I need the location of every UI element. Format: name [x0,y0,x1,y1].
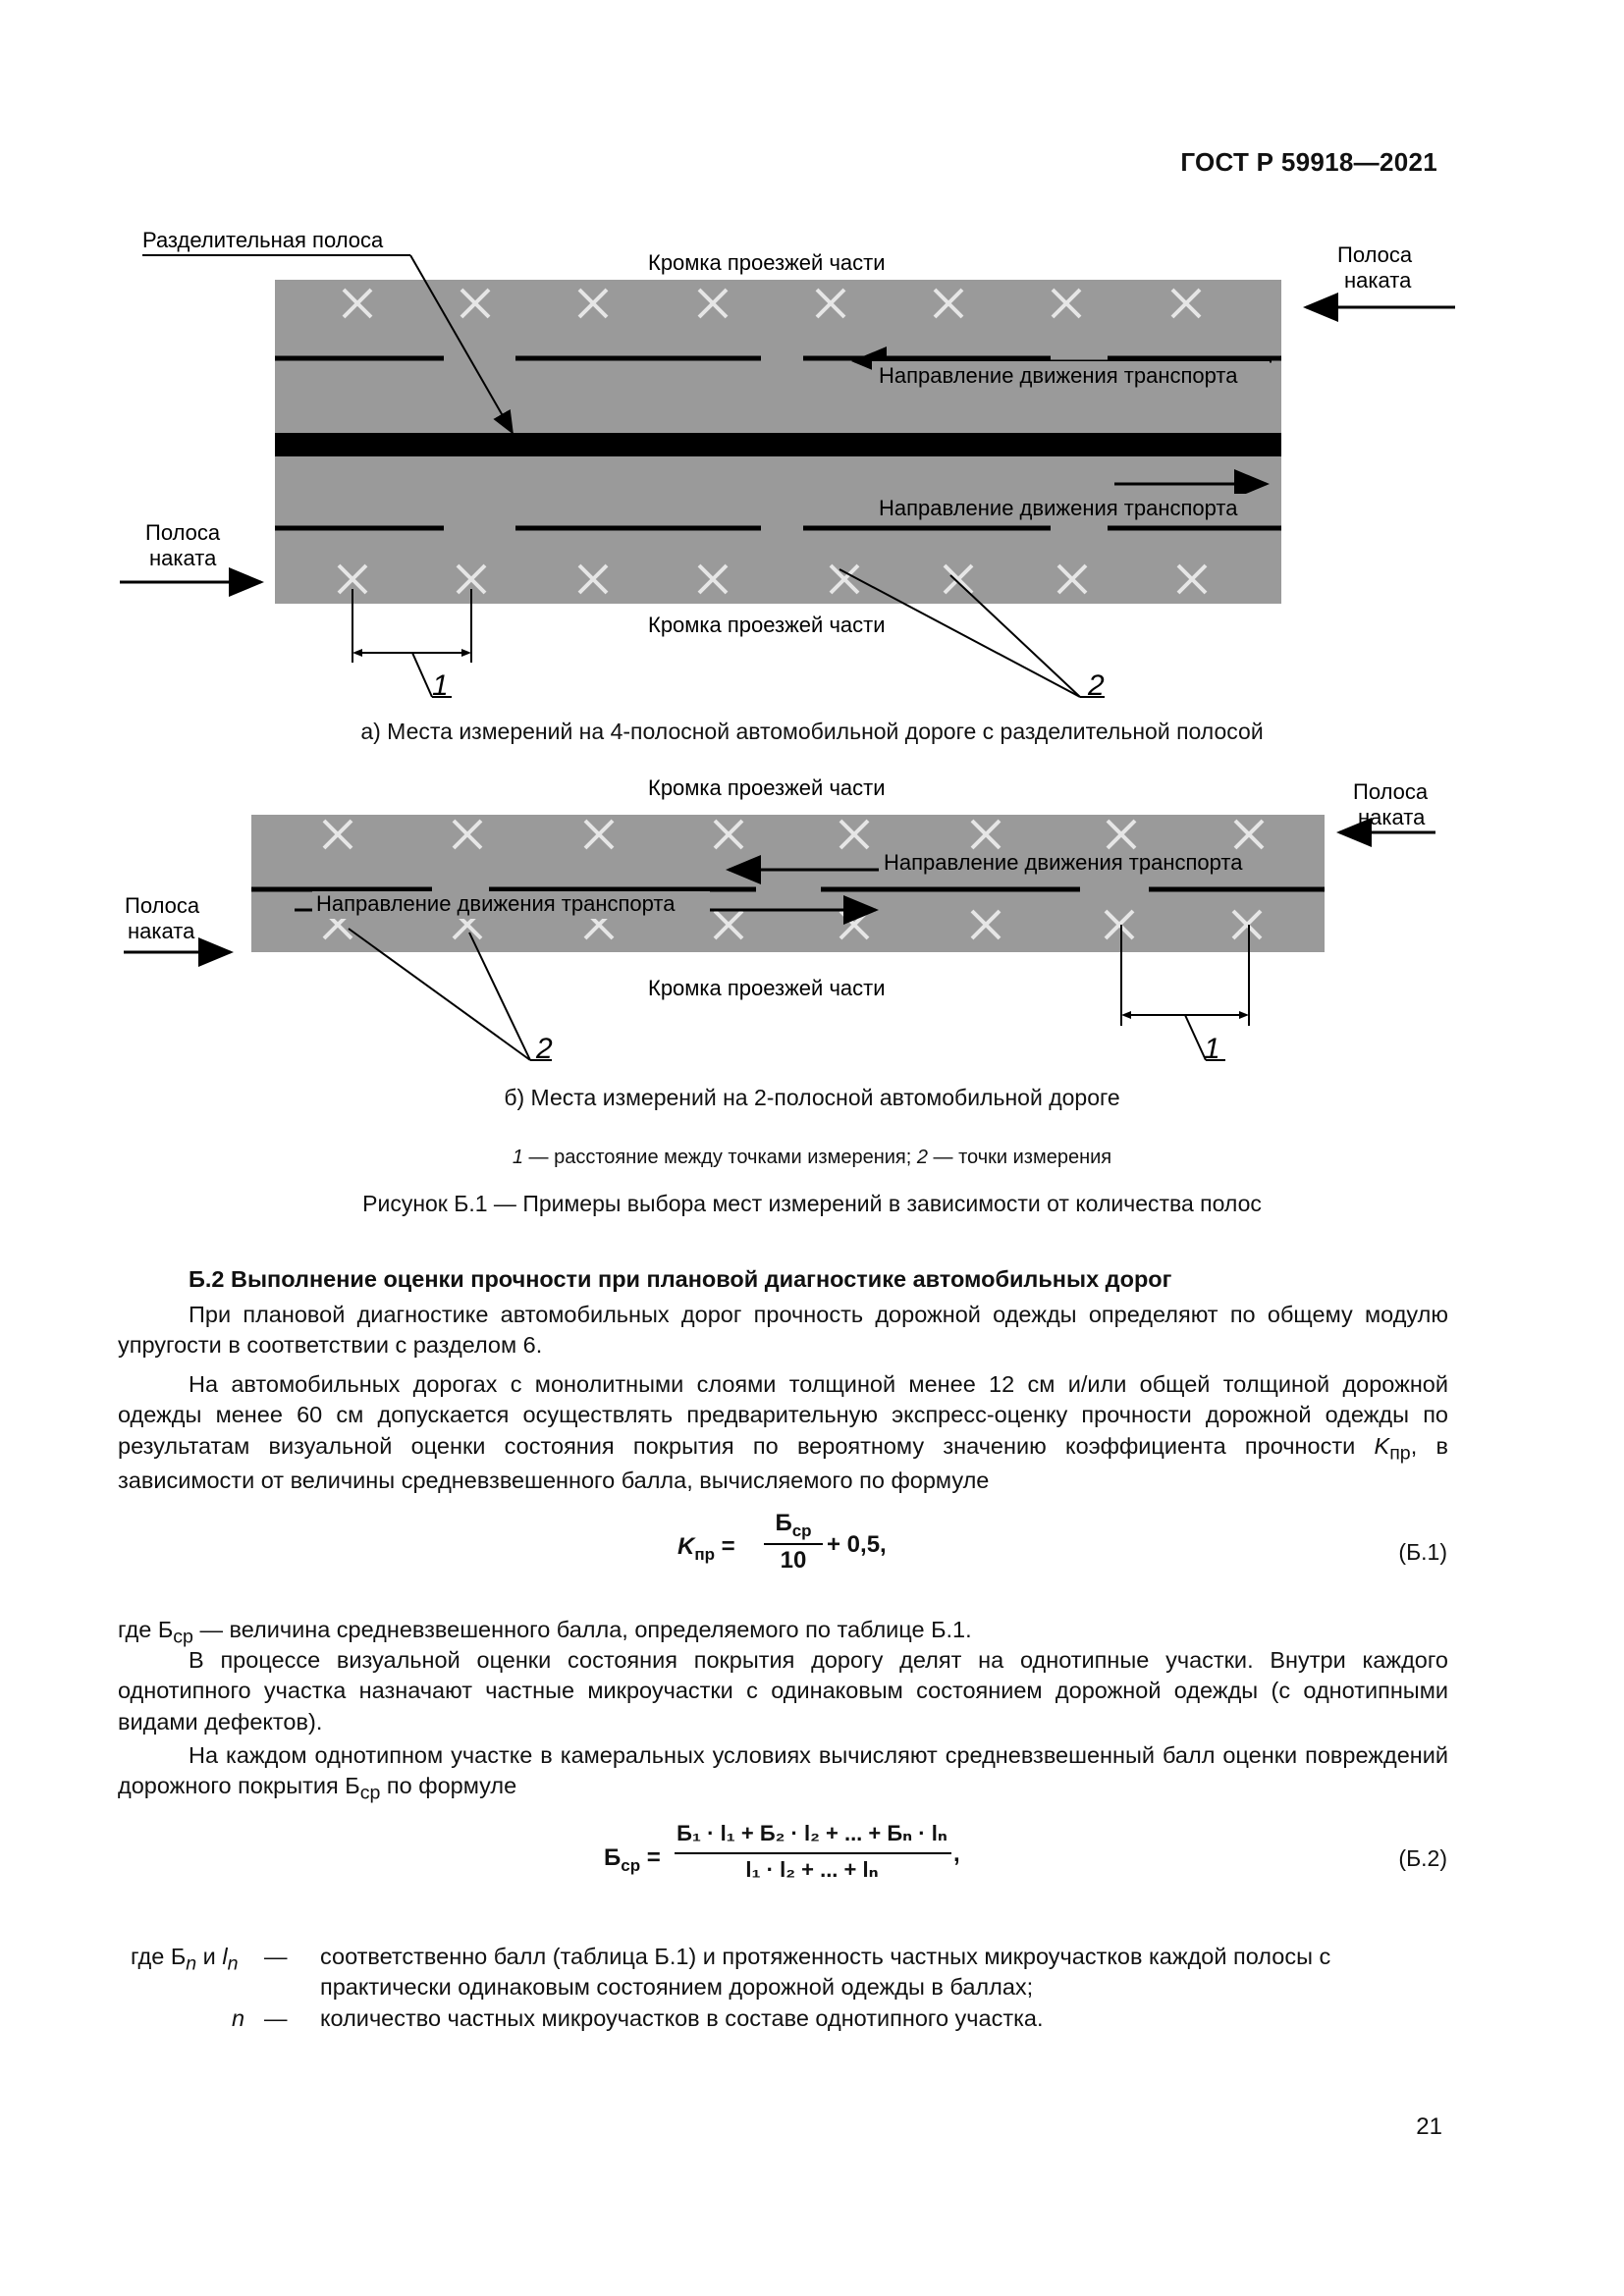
direction-label-2: Направление движения транспорта [879,496,1238,520]
direction-label-1: Направление движения транспорта [884,850,1243,875]
label-wheelpath-right: Полоса [1337,242,1413,267]
figure-b-diagram [0,766,1624,1080]
figure-b-caption: б) Места измерений на 2-полосной автомобильной дороге [504,1085,1120,1110]
def-2-term: n [232,2005,245,2031]
roadway [251,815,1325,952]
page-number: 21 [1416,2113,1442,2140]
callout-1: 1 [432,669,449,702]
formula-b2: $Б_{ср}$ = Б₁ · l₁ + Б₂ · l₂ + ... + Бₙ · lₙ l₁ · l₂ + ... + lₙ , [604,1821,960,1882]
def-2-text: количество частных микроучастков в составе однотипного участка. [320,2005,1044,2031]
svg-text:наката: наката [128,919,195,943]
label-wheelpath-left: Полоса [145,520,221,545]
label-edge-top: Кромка проезжей части [648,775,886,800]
dimension-distance [352,589,471,697]
direction-label-1: Направление движения транспорта [879,363,1238,388]
formula-b1-number: (Б.1) [1398,1539,1447,1565]
svg-text:наката: наката [1358,805,1426,829]
figure-legend: 1 — расстояние между точками измерения; 2 — точки измерения [512,1147,1112,1168]
direction-label-2: Направление движения транспорта [316,891,676,916]
figure-a-diagram [0,216,1624,726]
svg-text:наката: наката [1344,268,1412,293]
paragraph-4: В процессе визуальной оценки состояния покрытия дорогу делят на однотипные участки. Внутри каждого однотипного участка назначают частные микроучастки с одинаковым состоянием дорожной одежды (с однотипными видами дефектов). [118,1647,1448,1735]
callout-2: 2 [1088,669,1105,702]
def-1-text: соответственно балл (таблица Б.1) и протяженность частных микроучастков каждой полосы с практически одинаковым состоянием дорожной одежды в баллах; [320,1944,1331,2001]
definitions: где $Б_n$ и $l_n$ — соответственно балл (таблица Б.1) и протяженность частных микроучастков каждой полосы с практически одинаковым состоянием дорожной одежды в баллах; n — количество частных микроучастков в составе однотипного участка. [131,1942,1456,2050]
section-heading: Б.2 Выполнение оценки прочности при плановой диагностике автомобильных дорог [189,1266,1172,1292]
paragraph-5: На каждом однотипном участке в камеральных условиях вычисляют средневзвешенный балл оценки повреждений дорожного покрытия $Б_{ср}$ по формуле [118,1742,1448,1804]
callout-2: 2 [536,1033,553,1065]
label-divider: Разделительная полоса [142,228,384,252]
paragraph-1: При плановой диагностике автомобильных дорог прочность дорожной одежды определяют по общему модулю упругости в соответствии с разделом 6. [118,1302,1448,1359]
label-wheelpath-right: Полоса [1353,779,1429,804]
divider-strip [275,433,1281,456]
document-id: ГОСТ Р 59918—2021 [1180,147,1437,177]
formula-b1: $K_{пр}$ = $Б_{ср}$ 10 + 0,5, [677,1510,887,1574]
callout-1: 1 [1204,1033,1220,1065]
figure-a-caption: а) Места измерений на 4-полосной автомобильной дороге с разделительной полосой [360,719,1264,744]
label-wheelpath-left: Полоса [125,893,200,918]
paragraph-2: На автомобильных дорогах с монолитными слоями толщиной менее 12 см и/или общей толщиной дорожной одежды менее 60 см допускается осуществлять предварительную экспресс-оценку прочности дорожной одежды по результатам визуальной оценки состояния покрытия по вероятному значению коэффициента прочности $K_{пр}$, в зависимости от величины средневзвешенного балла, вычисляемого по формуле [118,1371,1448,1494]
formula-b2-number: (Б.2) [1398,1845,1447,1871]
paragraph-3: где $Б_{ср}$ — величина средневзвешенного балла, определяемого по таблице Б.1. [118,1617,972,1648]
label-edge-top: Кромка проезжей части [648,250,886,275]
svg-text:наката: наката [149,546,217,570]
def-1-term: где $Б_n$ и $l_n$ [131,1944,239,1975]
label-edge-bottom: Кромка проезжей части [648,613,886,637]
figure-caption: Рисунок Б.1 — Примеры выбора мест измерений в зависимости от количества полос [362,1191,1262,1216]
label-edge-bottom: Кромка проезжей части [648,976,886,1000]
